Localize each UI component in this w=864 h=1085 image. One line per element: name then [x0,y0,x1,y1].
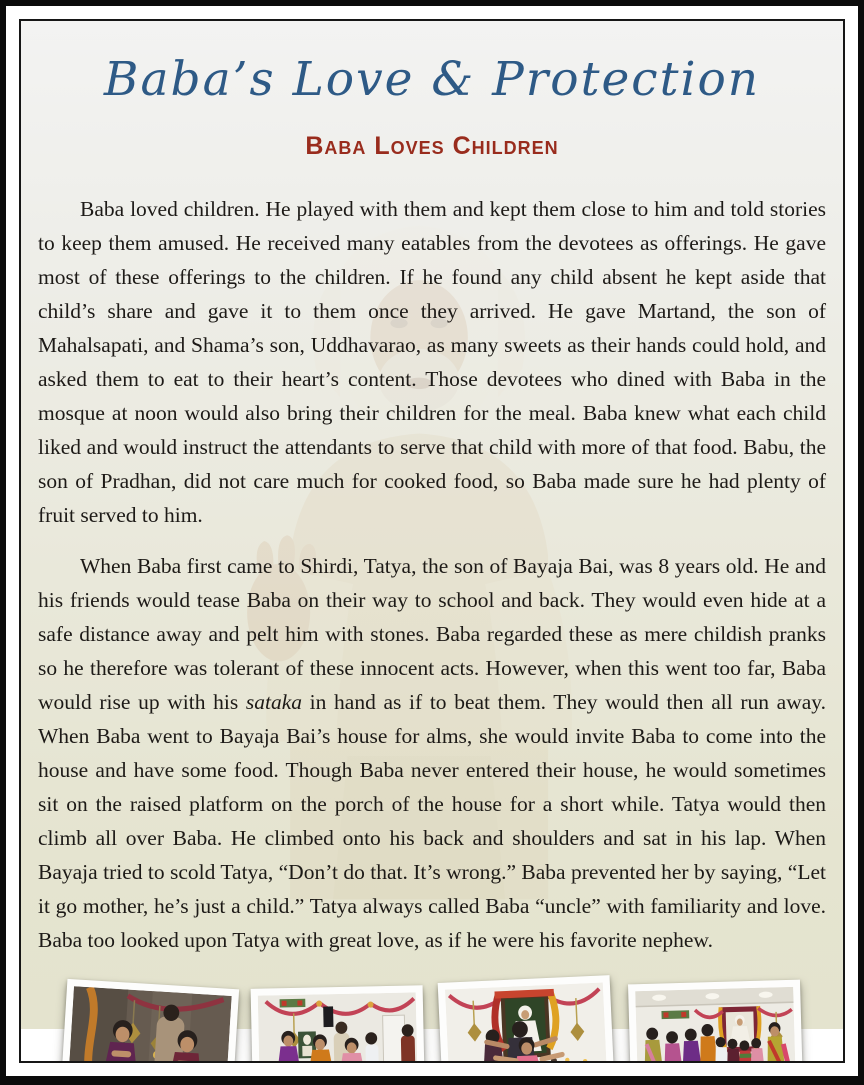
paragraph-2-text: When Baba first came to Shirdi, Tatya, the son of Bayaja Bai, was 8 years old. He and his friends would tease Baba on their way to school and back. They would even hide at a safe distance away and pelt him with stones. Baba regarded these as mere childish pranks so he therefore was tolerant of these innocent acts. However, when this went too far, Baba would rise up with his [38,554,826,715]
photo-2-image [257,992,418,1063]
photo-1-image [66,986,231,1063]
photo-1 [58,979,238,1063]
content-area [21,21,843,1029]
photo-4-image [635,987,796,1063]
article-body [38,192,826,957]
page-title: Baba’s Love & Protection [103,52,761,107]
section-heading: Baba Loves Children [305,132,559,161]
photo-3 [437,975,615,1063]
paragraph-1: Baba loved children. He played with them and kept them close to him and told stories to keep them amused. He received many eatables from the devotees as offerings. He gave most of these offerings to the children. If he found any child absent he kept aside that child’s share and gave it to them once they arrived. He gave Martand, the son of Mahalsapati, and Shama’s son, Uddhavarao, as many sweets as their hands could hold, and asked them to eat to their heart’s content. Those devotees who dined with Baba in the mosque at noon would also bring their children for the meal. Baba knew what each child liked and would instruct the attendants to serve that child with more of that food. Babu, the son of Pradhan, did not care much for cooked food, so Baba made sure he had plenty of fruit served to him. [38,197,826,528]
paragraph-2-text-after: in hand as if to beat them. They would then all run away. When Baba went to Bayaja Bai’s house for alms, she would invite Baba to come into the house and have some food. Though Baba never entered their house, he would sometimes sit on the raised platform on the porch of the house for a short while. Tatya would then climb all over Baba. He climbed onto his back and shoulders and sat in his lap. When Bayaja tried to scold Tatya, “Don’t do that. It’s wrong.” Baba prevented her by saying, “Let it go mother, he’s just a child.” Tatya always called Baba “uncle” with familiarity and love. Baba too looked upon Tatya with great love, as if he were his favorite nephew. [38,690,827,953]
photo-strip [38,984,826,1063]
paragraph-2 [38,549,826,957]
photo-4 [628,980,804,1063]
photo-2 [250,985,425,1063]
paragraph-2-italic-word: sataka [245,690,303,715]
photo-3-image [444,983,608,1063]
inner-frame [19,19,845,1063]
